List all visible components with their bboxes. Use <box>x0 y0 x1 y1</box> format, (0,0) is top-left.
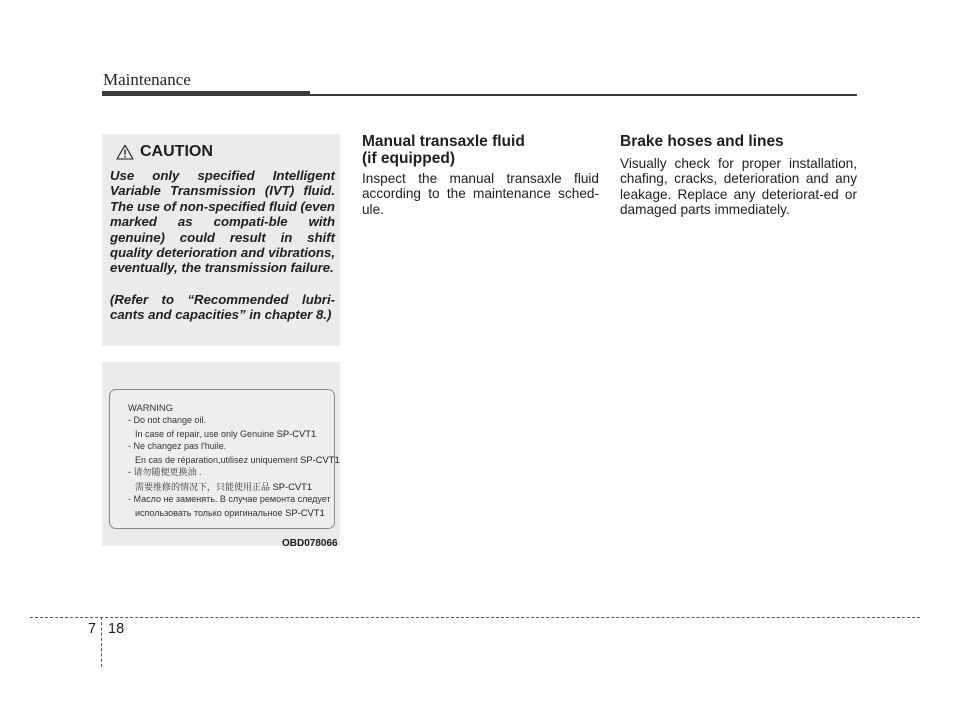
section-title: Maintenance <box>103 70 191 89</box>
warning-label-line: In case of repair, use only Genuine SP-CVT1 <box>135 428 317 440</box>
warning-label-figure <box>102 362 340 546</box>
section-heading-brake-hoses: Brake hoses and lines <box>620 133 784 150</box>
figure-code: OBD078066 <box>282 538 338 549</box>
caution-text: Use only specified Intelligent Variable Transmission (IVT) fluid. The use of non-specified fluid (even marked as compati-ble with genuine) could result in shift quality deterioration and vibrations, eventually, the transmission failure. <box>110 168 335 276</box>
section-heading-manual-transaxle: Manual transaxle fluid (if equipped) <box>362 133 525 167</box>
spec-code: SP-CVT1 <box>272 480 313 492</box>
footer-divider <box>101 617 102 667</box>
warning-label-line: - Масло не заменять. В случае ремонта следует <box>128 493 331 504</box>
warning-label-heading: WARNING <box>128 402 173 413</box>
spec-code: SP-CVT1 <box>300 454 340 466</box>
caution-box <box>102 134 340 346</box>
brake-hoses-body: Visually check for proper installation, chafing, cracks, deterioration and any leakage. Replace any deteriorat-ed or damaged parts immediately. <box>620 156 857 217</box>
caution-reference: (Refer to “Recommended lubri-cants and capacities” in chapter 8.) <box>110 292 335 323</box>
warning-label-line: использовать только оригинальное SP-CVT1 <box>135 506 325 518</box>
caution-title: CAUTION <box>140 143 213 160</box>
warning-label-line: 需要维修的情况下，只能使用正品 SP-CVT1 <box>135 480 313 492</box>
spec-code: SP-CVT1 <box>276 428 317 440</box>
page-number: 18 <box>108 621 125 637</box>
warning-label-line: - Ne changez pas l'huile. <box>128 441 227 452</box>
warning-label-line: - Do not change oil. <box>128 415 207 426</box>
warning-triangle-icon <box>116 144 134 160</box>
footer-rule <box>30 617 920 618</box>
caution-header <box>116 142 213 162</box>
header-rule-accent <box>102 91 310 96</box>
warning-label-line: - 请勿随便更换油 . <box>128 467 202 478</box>
manual-transaxle-body: Inspect the manual transaxle fluid according to the maintenance sched-ule. <box>362 171 599 217</box>
warning-label-line: En cas de réparation,utilisez uniquement SP-CVT1 <box>135 454 340 466</box>
chapter-number: 7 <box>88 621 97 637</box>
warning-label-sticker <box>109 389 340 529</box>
spec-code: SP-CVT1 <box>285 506 325 518</box>
